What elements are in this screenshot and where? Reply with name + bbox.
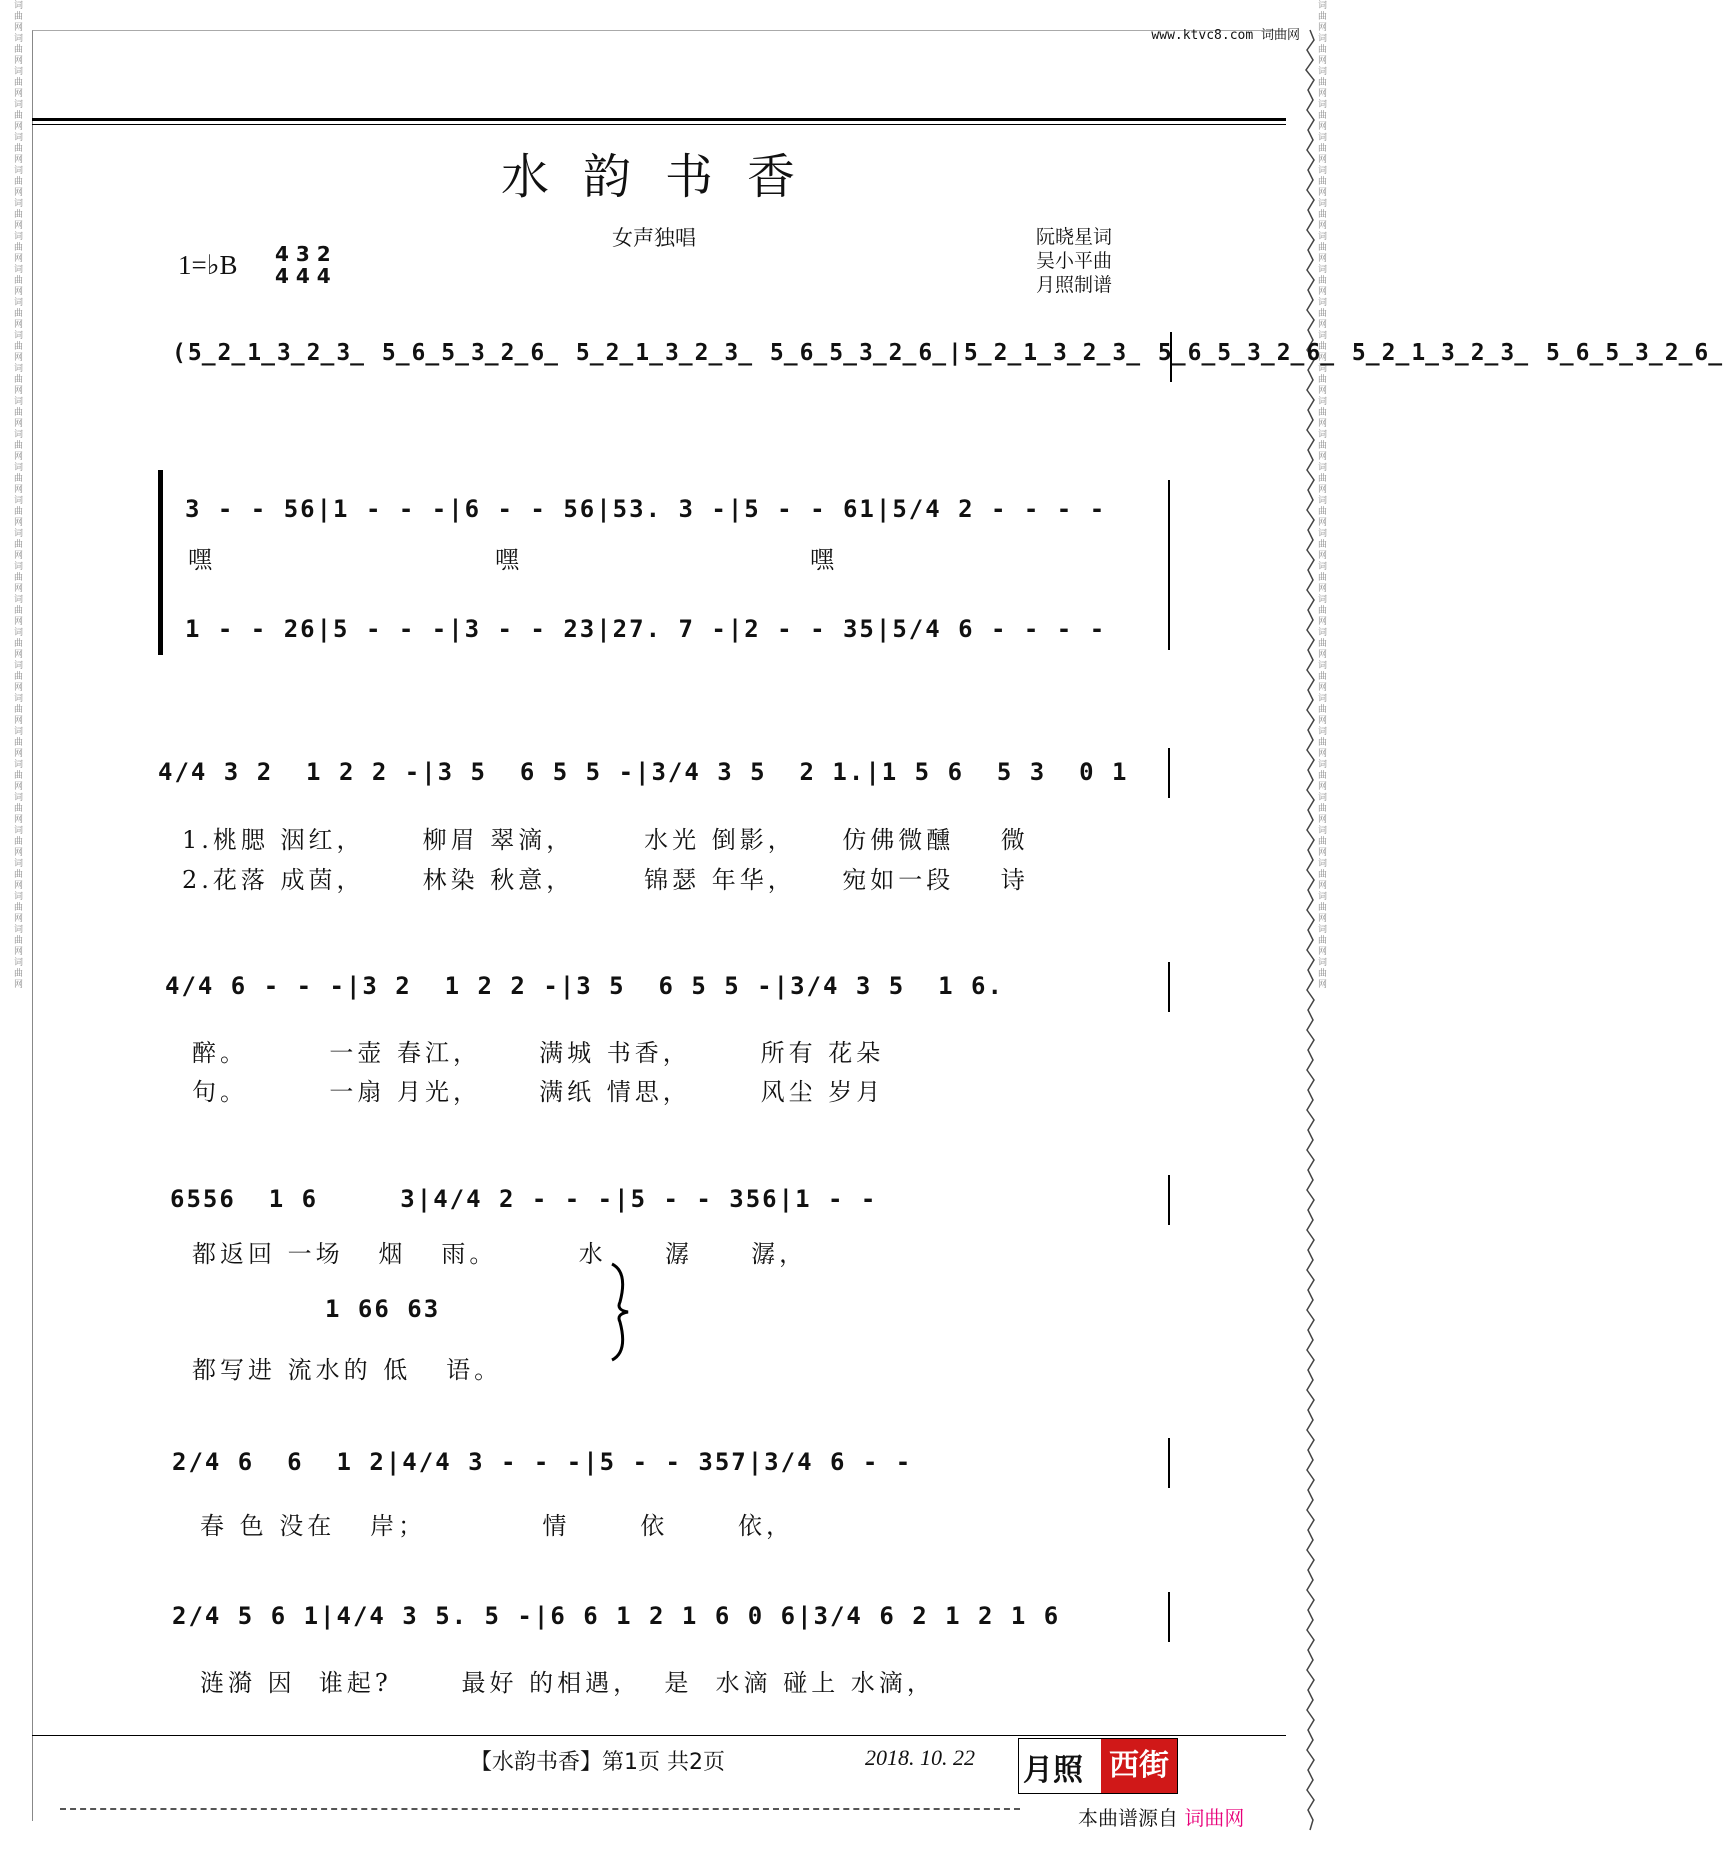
time-signatures (275, 243, 331, 287)
composer-credit: 吴小平曲 (1036, 250, 1113, 272)
meter-denominators: 4 4 4 (275, 264, 331, 288)
barline (1168, 962, 1170, 1012)
line5-lyrics: 春 色 没在 岸； 情 依 依， (200, 1512, 794, 1540)
credits-block (1036, 225, 1112, 297)
barline (1168, 480, 1170, 650)
page-frame (32, 30, 1287, 1821)
barline (1168, 1592, 1170, 1642)
song-title: 水韵书香 (500, 149, 829, 205)
verse-brace (606, 1262, 636, 1362)
barline (1168, 1175, 1170, 1225)
source-note (1078, 1802, 1244, 1831)
line3-verse1: 醉。 一壶 春江， 满城 书香， 所有 花朵 (192, 1039, 885, 1067)
torn-edge-decoration (1304, 30, 1316, 1830)
barline (1168, 1438, 1170, 1488)
upper-lyric-1: 嘿 (188, 546, 216, 574)
barline (1170, 332, 1172, 382)
header-rule-thick (32, 118, 1286, 121)
line4-alt-notes: 1 66 63 (325, 1295, 441, 1323)
meter-numerators: 4 3 2 (275, 242, 331, 266)
lyricist-credit: 阮晓星词 (1036, 226, 1113, 248)
upper-lyric-2: 嘿 (495, 546, 523, 574)
performance-type: 女声独唱 (612, 226, 696, 250)
line4-verse2: 都写进 流水的 低 语。 (192, 1356, 503, 1384)
right-watermark-strip: 词曲网词曲网词曲网词曲网词曲网词曲网词曲网词曲网词曲网词曲网词曲网词曲网词曲网词曲网词曲网词曲网词曲网词曲网词曲网词曲网词曲网词曲网词曲网词曲网词曲网词曲网词曲网词曲网词曲网词曲网 (1316, 0, 1326, 990)
upper-lyric-3: 嘿 (810, 546, 838, 574)
barline (1168, 748, 1170, 798)
header-rule-thin (32, 124, 1286, 125)
line4-verse1: 都返回 一场 烟 雨。 水 潺 潺， (192, 1240, 808, 1268)
line3-notes: 4/4 6 - - -|3 2 1 2 2 -|3 5 6 5 5 -|3/4 3 5 1 6. (165, 972, 1004, 1000)
site-url[interactable]: www.ktvc8.com 词曲网 (1151, 28, 1300, 43)
footer-rule (32, 1735, 1286, 1736)
intro-notes: (5̲2̲1̲3̲2̲3̲ 5̲6̲5̲3̲2̲6̲ 5̲2̲1̲3̲2̲3̲ 5̲6̲5̲3̲2̲6̲|5̲2̲1̲3̲2̲3̲ 5̲6̲5̲3̲2̲6̲ 5̲2̲1̲3̲2̲3̲ 5̲6̲5̲3̲2̲6̲ (172, 340, 1724, 366)
lower-voice-notes: 1 - - 26|5 - - -|3 - - 23|27. 7 -|2 - - 35|5/4 6 - - - - (185, 615, 1107, 643)
line2-notes: 4/4 3 2 1 2 2 -|3 5 6 5 5 -|3/4 3 5 2 1.|1 5 6 5 3 0 1 (158, 758, 1129, 786)
transcriber-credit: 月照制谱 (1036, 274, 1113, 296)
line4-notes: 6556 1 6 3|4/4 2 - - -|5 - - 356|1 - - (170, 1185, 878, 1213)
logo-text-left: 月照 (1023, 1753, 1083, 1788)
line2-verse2: 2.花落 成茵， 林染 秋意， 锦瑟 年华， 宛如一段 诗 (182, 866, 1029, 894)
line6-notes: 2/4 5 6 1|4/4 3 5. 5 -|6 6 1 2 1 6 0 6|3/4 6 2 1 2 1 6 (172, 1602, 1061, 1630)
line3-verse2: 句。 一扇 月光， 满纸 情思， 风尘 岁月 (192, 1078, 885, 1106)
source-prefix: 本曲谱源自 (1078, 1806, 1178, 1830)
line6-lyrics: 涟漪 因 谁起? 最好 的相遇， 是 水滴 碰上 水滴， (200, 1669, 935, 1697)
line2-verse1: 1.桃腮 洇红， 柳眉 翠滴， 水光 倒影， 仿佛微醺 微 (182, 826, 1029, 854)
page-info: 【水韵书香】第1页 共2页 (470, 1750, 725, 1775)
key-signature: 1=♭B (178, 250, 238, 280)
logo (1018, 1738, 1178, 1794)
line5-notes: 2/4 6 6 1 2|4/4 3 - - -|5 - - 357|3/4 6 - - (172, 1448, 913, 1476)
logo-text-right: 西街 (1101, 1739, 1177, 1793)
system-bracket (158, 470, 163, 655)
score-date: 2018. 10. 22 (865, 1745, 975, 1770)
left-watermark-strip: 词曲网词曲网词曲网词曲网词曲网词曲网词曲网词曲网词曲网词曲网词曲网词曲网词曲网词曲网词曲网词曲网词曲网词曲网词曲网词曲网词曲网词曲网词曲网词曲网词曲网词曲网词曲网词曲网词曲网词曲网 (12, 0, 22, 990)
source-site-link[interactable]: 词曲网 (1184, 1806, 1245, 1830)
footer-dashed-edge (60, 1808, 1020, 1810)
upper-voice-notes: 3 - - 56|1 - - -|6 - - 56|53. 3 -|5 - - 61|5/4 2 - - - - (185, 495, 1107, 523)
